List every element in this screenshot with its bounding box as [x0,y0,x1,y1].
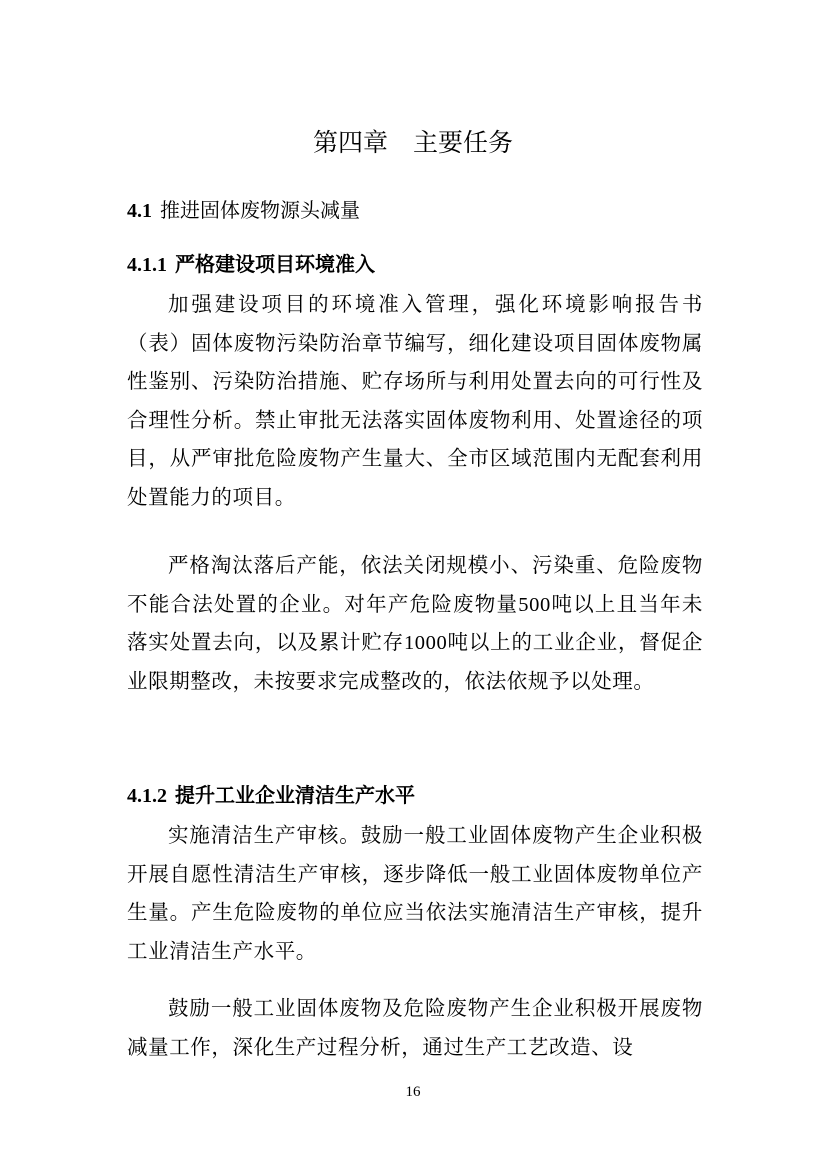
body-paragraph: 加强建设项目的环境准入管理，强化环境影响报告书（表）固体废物污染防治章节编写，细化建设项目固体废物属性鉴别、污染防治措施、贮存场所与利用处置去向的可行性及合理性分析。禁止审批无法落实固体废物利用、处置途径的项目，从严审批危险废物产生量大、全市区域范围内无配套利用处置能力的项目。 [127,294,703,509]
section-heading [127,196,360,226]
chapter-title: 第四章 主要任务 [312,130,513,157]
subsection-number: 4.1.1 [127,254,167,276]
subsection-heading [127,250,375,280]
page-number: 16 [405,1084,421,1100]
subsection-title-text: 严格建设项目环境准入 [175,254,375,276]
body-paragraph: 实施清洁生产审核。鼓励一般工业固体废物产生企业积极开展自愿性清洁生产审核，逐步降低一般工业固体废物单位产生量。产生危险废物的单位应当依法实施清洁生产审核，提升工业清洁生产水平。 [127,825,703,963]
body-paragraph: 严格淘汰落后产能，依法关闭规模小、污染重、危险废物不能合法处置的企业。对年产危险废物量500吨以上且当年未落实处置去向，以及累计贮存1000吨以上的工业企业，督促企业限期整改，未按要求完成整改的，依法依规予以处理。 [127,555,703,693]
subsection-heading [127,781,415,811]
subsection-title-text: 提升工业企业清洁生产水平 [175,785,415,807]
section-title-text: 推进固体废物源头减量 [160,200,360,222]
subsection-number: 4.1.2 [127,785,167,807]
body-paragraph: 鼓励一般工业固体废物及危险废物产生企业积极开展废物减量工作，深化生产过程分析，通过生产工艺改造、设 [127,998,703,1059]
section-number: 4.1 [127,200,152,222]
